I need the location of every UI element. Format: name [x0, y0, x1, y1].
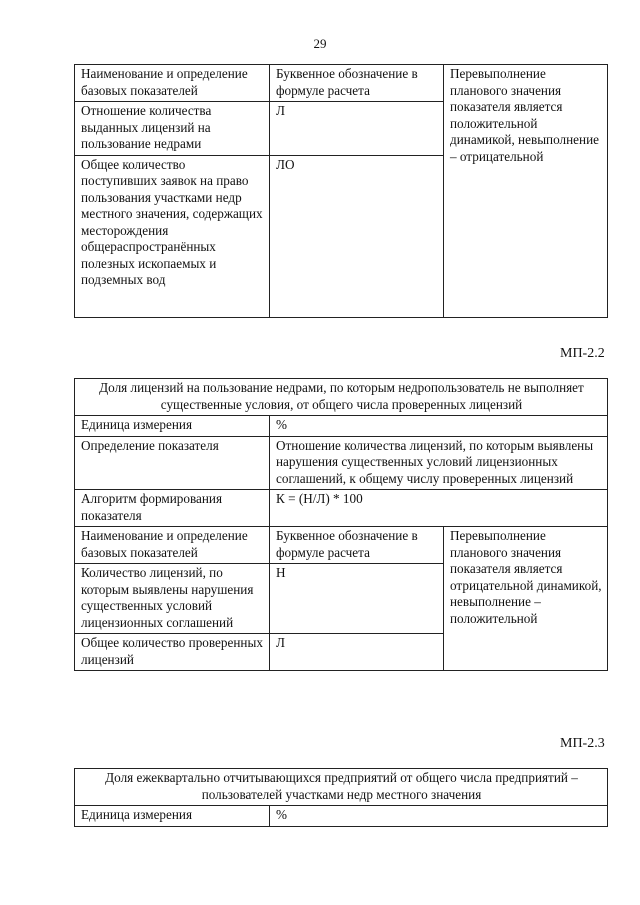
row-symbol-cell: Л: [270, 634, 444, 671]
row-symbol-cell: Н: [270, 564, 444, 634]
table-row: [75, 527, 608, 564]
section-code-mp-2-3: МП-2.3: [560, 736, 605, 751]
table-row: [75, 65, 608, 102]
table-row: [75, 806, 608, 827]
unit-value-cell: %: [270, 806, 608, 827]
page-number: 29: [313, 36, 327, 51]
unit-label-cell: Единица измерения: [75, 416, 270, 437]
indicator-title-cell: Доля ежеквартально отчитывающихся предприятий от общего числа предприятий – пользователей участками недр местного значения: [75, 769, 608, 806]
unit-value-cell: %: [270, 416, 608, 437]
header-symbol-cell: Буквенное обозначение в формуле расчета: [270, 65, 444, 102]
indicator-passport-mp-2-2: [74, 378, 608, 671]
row-name-cell: Общее количество проверенных лицензий: [75, 634, 270, 671]
table-row: [75, 769, 608, 806]
indicator-title-cell: Доля лицензий на пользование недрами, по которым недропользователь не выполняет существенные условия, от общего числа проверенных лицензий: [75, 379, 608, 416]
indicator-passport-mp-2-3: [74, 768, 608, 827]
table-row: [75, 416, 608, 437]
section-code-mp-2-2: МП-2.2: [560, 346, 605, 361]
row-name-cell: Общее количество поступивших заявок на право пользования участками недр местного значения, содержащих месторождения общераспространённых полезных ископаемых и подземных вод: [75, 155, 270, 317]
header-name-cell: Наименование и определение базовых показателей: [75, 65, 270, 102]
header-symbol-cell: Буквенное обозначение в формуле расчета: [270, 527, 444, 564]
algorithm-formula-cell: К = (Н/Л) * 100: [270, 490, 608, 527]
row-name-cell: Количество лицензий, по которым выявлены нарушения существенных условий лицензионных соглашений: [75, 564, 270, 634]
base-indicators-table-continued: [74, 64, 608, 318]
row-symbol-cell: ЛО: [270, 155, 444, 317]
dynamics-note-cell: Перевыполнение планового значения показателя является положительной динамикой, невыполнение – отрицательной: [444, 65, 608, 318]
row-symbol-cell: Л: [270, 102, 444, 156]
header-name-cell: Наименование и определение базовых показателей: [75, 527, 270, 564]
definition-label-cell: Определение показателя: [75, 436, 270, 490]
row-name-cell: Отношение количества выданных лицензий на пользование недрами: [75, 102, 270, 156]
unit-label-cell: Единица измерения: [75, 806, 270, 827]
algorithm-label-cell: Алгоритм формирования показателя: [75, 490, 270, 527]
table-row: [75, 379, 608, 416]
dynamics-note-cell: Перевыполнение планового значения показателя является отрицательной динамикой, невыполнение – положительной: [444, 527, 608, 671]
table-row: [75, 490, 608, 527]
table-row: [75, 436, 608, 490]
definition-value-cell: Отношение количества лицензий, по которым выявлены нарушения существенных условий лицензионных соглашений, к общему числу проверенных лицензий: [270, 436, 608, 490]
